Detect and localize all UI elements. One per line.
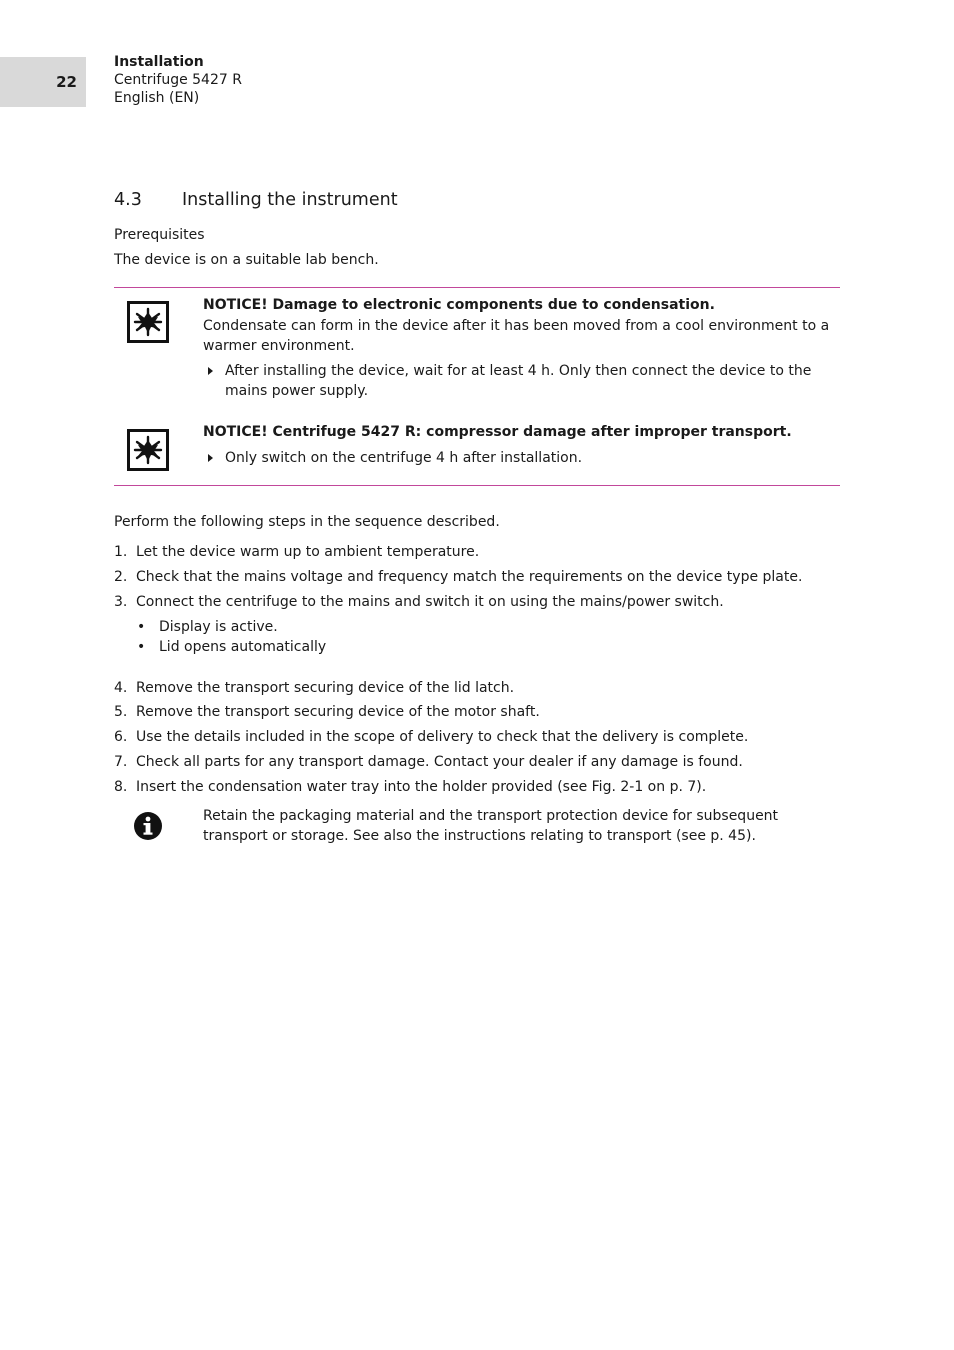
notice-2-title: NOTICE! Centrifuge 5427 R: compressor damage after improper transport. — [203, 424, 792, 440]
action-arrow-icon — [208, 454, 213, 462]
page-number: 22 — [0, 57, 86, 107]
notice-top-rule — [114, 287, 840, 288]
step-item: 4. Remove the transport securing device of the lid latch. — [114, 680, 515, 696]
action-arrow-icon — [208, 367, 213, 375]
step-item: 7. Check all parts for any transport damage. Contact your dealer if any damage is found. — [114, 754, 743, 770]
section-heading — [114, 190, 398, 210]
section-number: 4.3 — [114, 190, 142, 210]
substep-item: • Lid opens automatically — [137, 639, 327, 655]
step-item: 5. Remove the transport securing device of the motor shaft. — [114, 704, 540, 720]
header-language: English (EN) — [114, 90, 200, 106]
notice-1-action — [203, 361, 838, 401]
substep-item: • Display is active. — [137, 619, 278, 635]
running-header — [114, 53, 242, 107]
prerequisites-text: The device is on a suitable lab bench. — [114, 252, 379, 268]
notice-1-action-text: After installing the device, wait for at least 4 h. Only then connect the device to the mains power supply. — [225, 363, 812, 399]
step-item: 2. Check that the mains voltage and frequency match the requirements on the device type plate. — [114, 569, 803, 585]
info-icon — [133, 811, 163, 841]
notice-2-action-text: Only switch on the centrifuge 4 h after installation. — [225, 450, 583, 466]
notice-1-title: NOTICE! Damage to electronic components due to condensation. — [203, 297, 715, 313]
notice-bottom-rule — [114, 485, 840, 486]
notice-2-action — [203, 448, 838, 468]
electronics-damage-icon — [127, 429, 169, 471]
prerequisites-label: Prerequisites — [114, 227, 205, 243]
notice-1-text: Condensate can form in the device after it has been moved from a cool environment to a warmer environment. — [203, 318, 830, 354]
step-item: 8. Insert the condensation water tray into the holder provided (see Fig. 2-1 on p. 7). — [114, 779, 707, 795]
electronics-damage-icon — [127, 301, 169, 343]
step-item: 6. Use the details included in the scope of delivery to check that the delivery is complete. — [114, 729, 749, 745]
header-chapter: Installation — [114, 54, 204, 70]
step-item: 1. Let the device warm up to ambient temperature. — [114, 544, 480, 560]
info-text: Retain the packaging material and the transport protection device for subsequent transport or storage. See also the instructions relating to transport (see p. 45). — [203, 808, 779, 844]
steps-intro: Perform the following steps in the sequence described. — [114, 514, 500, 530]
section-title: Installing the instrument — [182, 190, 398, 210]
header-product: Centrifuge 5427 R — [114, 72, 242, 88]
step-item: 3. Connect the centrifuge to the mains and switch it on using the mains/power switch. — [114, 594, 724, 610]
